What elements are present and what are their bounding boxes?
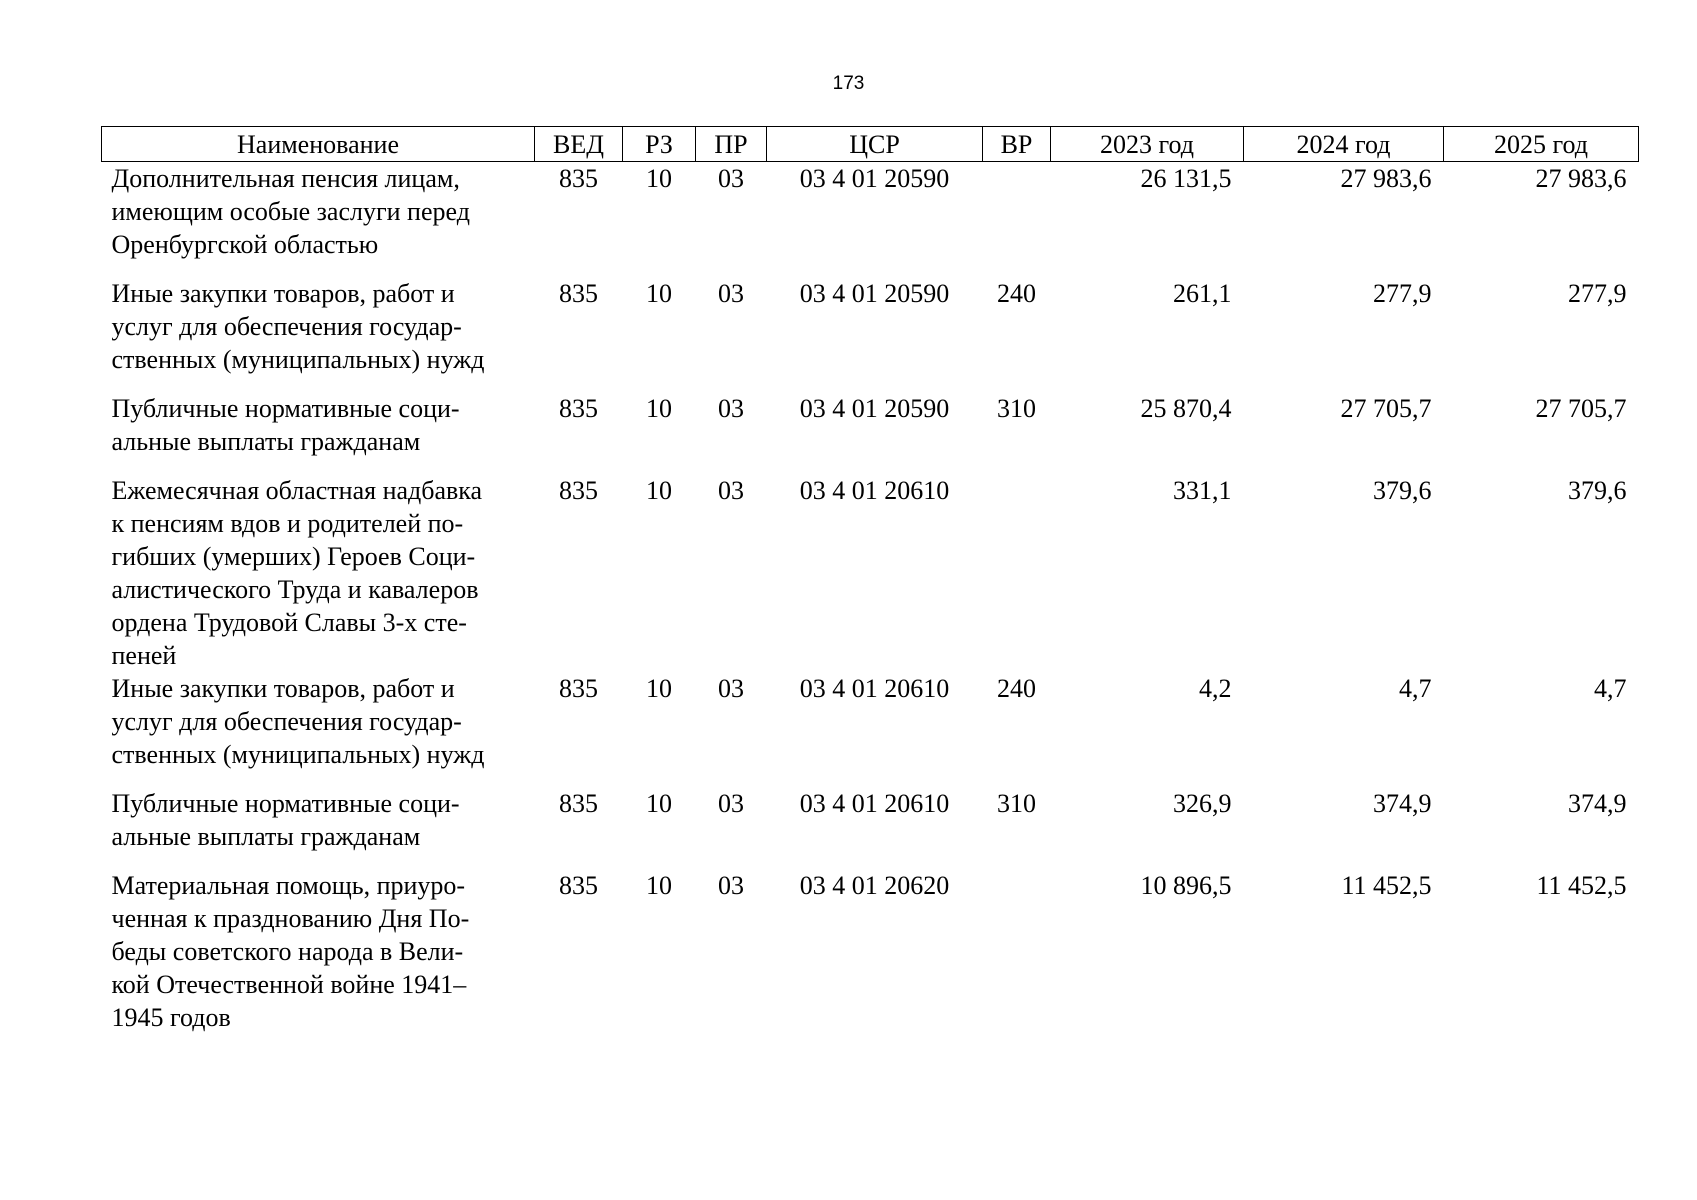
row-rz: 10 xyxy=(646,394,672,423)
row-2025: 374,9 xyxy=(1568,789,1627,818)
row-vr xyxy=(983,474,1051,672)
row-rz: 10 xyxy=(646,279,672,308)
row-pr: 03 xyxy=(718,789,744,818)
row-pr: 03 xyxy=(718,674,744,703)
row-ved: 835 xyxy=(559,871,598,900)
row-2025: 277,9 xyxy=(1568,279,1627,308)
row-ved: 835 xyxy=(559,394,598,423)
row-rz: 10 xyxy=(646,674,672,703)
row-pr: 03 xyxy=(718,394,744,423)
row-vr: 240 xyxy=(997,674,1036,703)
header-rz: РЗ xyxy=(623,127,696,162)
row-name: Дополнительная пенсия лицам, имеющим особые заслуги перед Оренбургской областью xyxy=(111,164,470,259)
table-row xyxy=(102,787,1639,869)
row-2025: 4,7 xyxy=(1594,674,1627,703)
row-name: Иные закупки товаров, работ и услуг для обеспечения государ- ственных (муниципальных) нужд xyxy=(111,674,485,769)
budget-table xyxy=(101,126,1639,1034)
row-ved: 835 xyxy=(559,674,598,703)
header-pr: ПР xyxy=(696,127,767,162)
header-2025: 2025 год xyxy=(1444,127,1639,162)
table-row xyxy=(102,474,1639,672)
row-name: Публичные нормативные соци- альные выплаты гражданам xyxy=(111,394,460,456)
row-rz: 10 xyxy=(646,871,672,900)
table-row xyxy=(102,277,1639,392)
row-vr: 310 xyxy=(997,394,1036,423)
row-csr: 03 4 01 20610 xyxy=(799,674,950,703)
row-ved: 835 xyxy=(559,279,598,308)
header-vr: ВР xyxy=(983,127,1051,162)
row-2023: 10 896,5 xyxy=(1140,871,1232,900)
row-2024: 27 705,7 xyxy=(1340,394,1432,423)
row-2023: 26 131,5 xyxy=(1140,164,1232,193)
row-csr: 03 4 01 20590 xyxy=(799,279,950,308)
row-name: Материальная помощь, приуро- ченная к празднованию Дня По- беды советского народа в Вели- кой Отечественной войне 1941– 1945 годов xyxy=(111,871,470,1032)
row-csr: 03 4 01 20610 xyxy=(799,476,950,505)
row-ved: 835 xyxy=(559,164,598,193)
row-csr: 03 4 01 20590 xyxy=(799,164,950,193)
table-row xyxy=(102,672,1639,787)
row-2025: 379,6 xyxy=(1568,476,1627,505)
header-2023: 2023 год xyxy=(1051,127,1244,162)
row-2025: 27 705,7 xyxy=(1535,394,1627,423)
header-name: Наименование xyxy=(102,127,535,162)
row-vr xyxy=(983,869,1051,1034)
row-ved: 835 xyxy=(559,476,598,505)
row-vr xyxy=(983,162,1051,278)
page-number: 173 xyxy=(832,73,865,94)
row-2024: 11 452,5 xyxy=(1341,871,1432,900)
row-2024: 277,9 xyxy=(1373,279,1432,308)
row-vr: 310 xyxy=(997,789,1036,818)
row-rz: 10 xyxy=(646,164,672,193)
row-2024: 4,7 xyxy=(1399,674,1432,703)
row-pr: 03 xyxy=(718,871,744,900)
header-2024: 2024 год xyxy=(1244,127,1444,162)
row-vr: 240 xyxy=(997,279,1036,308)
row-2023: 4,2 xyxy=(1199,674,1232,703)
row-pr: 03 xyxy=(718,279,744,308)
row-csr: 03 4 01 20610 xyxy=(799,789,950,818)
row-csr: 03 4 01 20590 xyxy=(799,394,950,423)
row-2024: 27 983,6 xyxy=(1340,164,1432,193)
row-rz: 10 xyxy=(646,789,672,818)
row-2023: 261,1 xyxy=(1173,279,1232,308)
row-2025: 27 983,6 xyxy=(1535,164,1627,193)
row-ved: 835 xyxy=(559,789,598,818)
row-2023: 25 870,4 xyxy=(1140,394,1232,423)
table-row xyxy=(102,869,1639,1034)
row-pr: 03 xyxy=(718,476,744,505)
row-rz: 10 xyxy=(646,476,672,505)
table-row xyxy=(102,392,1639,474)
row-csr: 03 4 01 20620 xyxy=(799,871,950,900)
row-name: Иные закупки товаров, работ и услуг для обеспечения государ- ственных (муниципальных) нужд xyxy=(111,279,485,374)
row-2023: 326,9 xyxy=(1173,789,1232,818)
row-name: Ежемесячная областная надбавка к пенсиям вдов и родителей по- гибших (умерших) Героев Соци- алистического Труда и кавалеров ордена Трудовой Славы 3-х сте- пеней xyxy=(111,476,483,670)
header-csr: ЦСР xyxy=(767,127,983,162)
row-2024: 379,6 xyxy=(1373,476,1432,505)
table-header-row xyxy=(102,127,1639,162)
row-2024: 374,9 xyxy=(1373,789,1432,818)
header-ved: ВЕД xyxy=(535,127,623,162)
row-2025: 11 452,5 xyxy=(1536,871,1627,900)
row-name: Публичные нормативные соци- альные выплаты гражданам xyxy=(111,789,460,851)
row-2023: 331,1 xyxy=(1173,476,1232,505)
row-pr: 03 xyxy=(718,164,744,193)
table-row xyxy=(102,162,1639,278)
